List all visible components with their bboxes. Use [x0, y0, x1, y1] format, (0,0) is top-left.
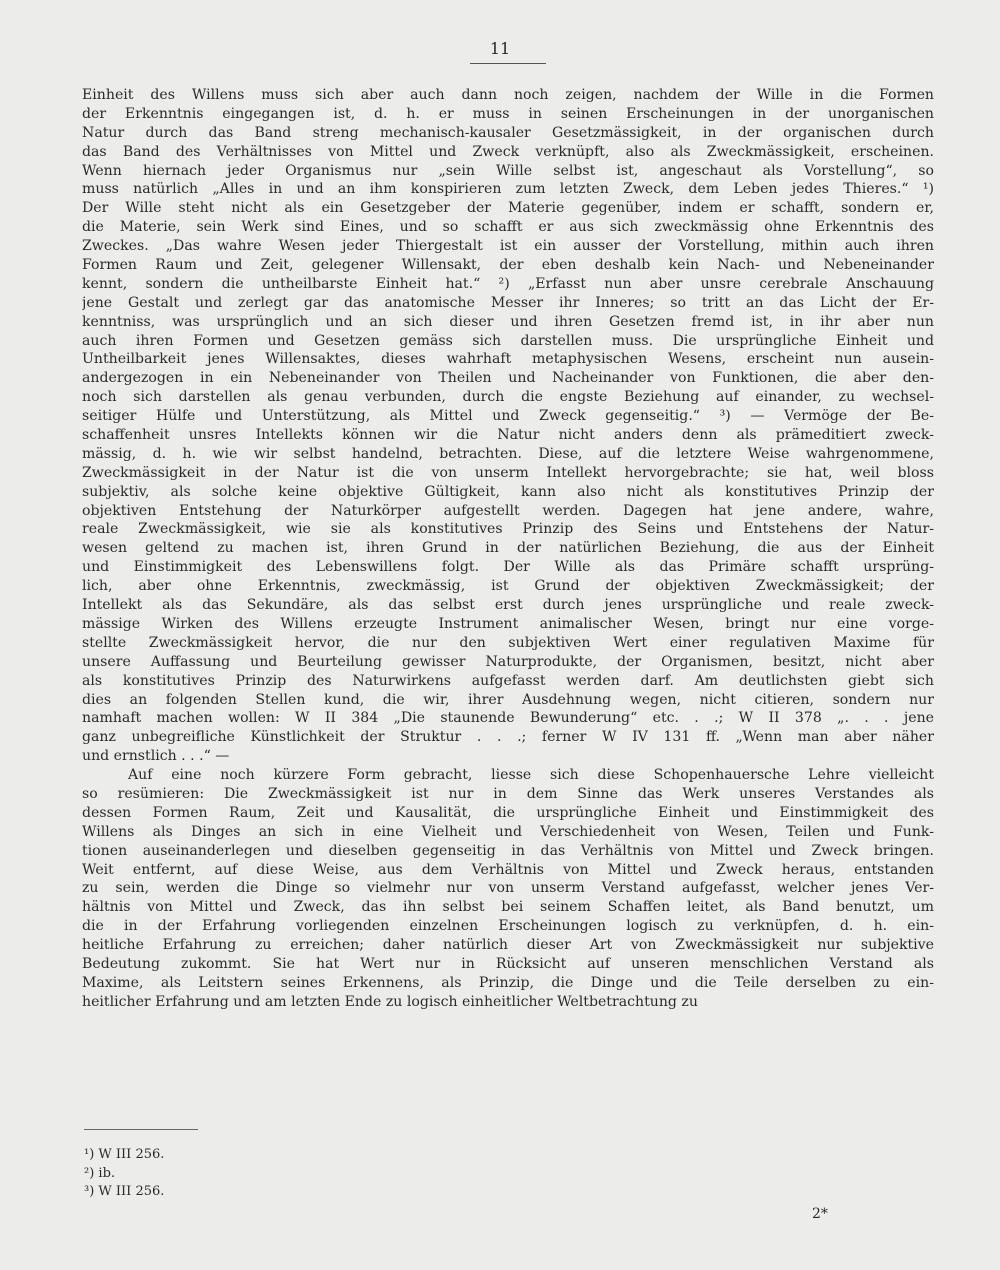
text-line: Maxime, als Leitstern seines Erkennens, als Prinzip, die Dinge und die Teile derselben zu ein-	[82, 974, 934, 991]
text-line: als konstitutives Prinzip des Naturwirkens aufgefasst werden darf. Am deutlichsten giebt sich	[82, 672, 934, 689]
text-line: namhaft machen wollen: W II 384 „Die staunende Bewunderung“ etc. . .; W II 378 „. . . jene	[82, 710, 934, 727]
text-line: das Band des Verhältnisses von Mittel und Zweck verknüpft, also als Zweckmässigkeit, erscheinen.	[82, 143, 934, 160]
text-line: Bedeutung zukommt. Sie hat Wert nur in Rücksicht auf unseren menschlichen Verstand als	[82, 955, 934, 972]
text-line: tionen auseinanderlegen und dieselben gegenseitig in das Verhältnis von Mittel und Zweck bringen.	[82, 842, 934, 859]
text-line: heitliche Erfahrung zu erreichen; daher natürlich dieser Art von Zweckmässigkeit nur subjektive	[82, 937, 934, 954]
text-line: subjektiv, als solche keine objektive Gültigkeit, kann also nicht als konstitutives Prinzip der	[82, 483, 934, 500]
text-line: Formen Raum und Zeit, gelegener Willensakt, der eben deshalb kein Nach- und Nebeneinander	[82, 257, 934, 274]
text-line: dies an folgenden Stellen kund, die wir, ihrer Ausdehnung wegen, nicht citieren, sondern nur	[82, 691, 934, 708]
text-line: hältnis von Mittel und Zweck, das ihn selbst bei seinem Schaffen leitet, als Band benutzt, um	[82, 899, 934, 916]
text-line: mässige Wirken des Willens erzeugte Instrument animalischer Wesen, bringt nur eine vorge-	[82, 615, 934, 632]
text-line: stellte Zweckmässigkeit hervor, die nur den subjektiven Wert einer regulativen Maxime für	[82, 634, 934, 651]
text-line: dessen Formen Raum, Zeit und Kausalität, die ursprüngliche Einheit und Einstimmigkeit des	[82, 804, 934, 821]
text-line: reale Zweckmässigkeit, wie sie als konstitutives Prinzip des Seins und Entstehens der Natur-	[82, 521, 934, 538]
text-line: kenntniss, was ursprünglich und an sich dieser und ihren Gesetzen fremd ist, in ihr aber nun	[82, 313, 934, 330]
text-line: Einheit des Willens muss sich aber auch dann noch zeigen, nachdem der Wille in die Formen	[82, 87, 934, 103]
header-rule	[470, 63, 546, 64]
text-line: Untheilbarkeit jenes Willensaktes, dieses wahrhaft metaphysischen Wesens, erscheint nun ausein-	[82, 351, 934, 368]
text-line: Auf eine noch kürzere Form gebracht, liesse sich diese Schopenhauersche Lehre vielleicht	[128, 767, 934, 784]
text-line: muss natürlich „Alles in und an ihm konspirieren zum letzten Zweck, dem Leben jedes Thieres.“ ¹)	[82, 181, 934, 198]
text-line: wesen geltend zu machen ist, ihren Grund in der natürlichen Beziehung, die aus der Einheit	[82, 540, 934, 557]
text-line: heitlicher Erfahrung und am letzten Ende zu logisch einheitlicher Weltbetrachtung zu	[82, 993, 698, 1010]
text-line: Wenn hiernach jeder Organismus nur „sein Wille selbst ist, angeschaut als Vorstellung“, so	[82, 162, 934, 179]
text-line: die Materie, sein Werk sind Eines, und so schafft er aus sich zweckmässig ohne Erkenntnis des	[82, 219, 934, 236]
text-line: Willens als Dinges an sich in eine Vielheit und Verschiedenheit von Wesen, Teilen und Funk-	[82, 823, 934, 840]
text-line: noch sich darstellen als genau verbunden, durch die engste Beziehung auf einander, zu wechsel-	[82, 389, 934, 406]
text-line: die in der Erfahrung vorliegenden einzelnen Erscheinungen logisch zu verknüpfen, d. h. ein-	[82, 918, 934, 935]
text-line: und Einstimmigkeit des Lebenswillens folgt. Der Wille als das Primäre schafft ursprüng-	[82, 559, 934, 576]
text-line: Zweckmässigkeit in der Natur ist die von unserm Intellekt hervorgebrachte; sie hat, weil bloss	[82, 464, 934, 481]
text-line: unsere Auffassung und Beurteilung gewisser Naturprodukte, der Organismen, besitzt, nicht aber	[82, 653, 934, 670]
text-line: der Erkenntnis eingegangen ist, d. h. er muss in seinen Erscheinungen in der unorganischen	[82, 105, 934, 122]
text-line: objektiven Entstehung der Naturkörper aufgestellt werden. Dagegen hat jene andere, wahre,	[82, 502, 934, 519]
text-line: mässig, d. h. wie wir selbst handelnd, betrachten. Diese, auf die letztere Weise wahrgenommene,	[82, 445, 934, 462]
footnotes	[84, 1146, 164, 1202]
signature-mark: 2*	[812, 1206, 828, 1222]
footnote: ³) W III 256.	[84, 1184, 165, 1199]
text-line: auch ihren Formen und Gesetzen gemäss sich darstellen muss. Die ursprüngliche Einheit und	[82, 332, 934, 349]
text-line: lich, aber ohne Erkenntnis, zweckmässig, ist Grund der objektiven Zweckmässigkeit; der	[82, 578, 934, 595]
page-number: 11	[489, 39, 511, 58]
text-line: Intellekt als das Sekundäre, als das selbst erst durch jenes ursprüngliche und reale zweck-	[82, 597, 934, 614]
text-line: schaffenheit unsres Intellekts können wir die Natur nicht anders denn als prämeditiert zweck-	[82, 427, 934, 444]
body-text	[82, 86, 934, 1012]
footnote: ²) ib.	[84, 1165, 116, 1181]
text-line: Weit entfernt, auf diese Weise, aus dem Verhältnis von Mittel und Zweck heraus, entstanden	[82, 861, 934, 878]
text-line: Der Wille steht nicht als ein Gesetzgeber der Materie gegenüber, indem er schafft, sondern er,	[82, 200, 934, 217]
text-line: und ernstlich . . .“ —	[82, 748, 230, 765]
footnote: ¹) W III 256.	[84, 1147, 165, 1162]
text-line: seitiger Hülfe und Unterstützung, als Mittel und Zweck gegenseitig.“ ³) — Vermöge der Be-	[82, 408, 934, 425]
text-line: ganz unbegreifliche Künstlichkeit der Struktur . . .; ferner W IV 131 ff. „Wenn man aber näher	[82, 729, 934, 746]
text-line: jene Gestalt und zerlegt gar das anatomische Messer ihr Inneres; so tritt an das Licht der Er-	[82, 294, 934, 311]
text-line: andergezogen in ein Nebeneinander von Theilen und Nacheinander von Funktionen, die aber den-	[82, 370, 934, 387]
footnote-rule	[84, 1129, 198, 1130]
text-line: so resümieren: Die Zweckmässigkeit ist nur in dem Sinne das Werk unseres Verstandes als	[82, 785, 934, 802]
text-line: Zweckes. „Das wahre Wesen jeder Thiergestalt ist ein ausser der Vorstellung, mithin auch ihren	[82, 238, 934, 255]
text-line: kennt, sondern die untheilbarste Einheit hat.“ ²) „Erfasst nun aber unsre cerebrale Anschauung	[82, 275, 934, 292]
text-line: Natur durch das Band streng mechanisch-kausaler Gesetzmässigkeit, in der organischen durch	[82, 124, 934, 141]
text-line: zu sein, werden die Dinge so vielmehr nur von unserm Verstand aufgefasst, welcher jenes Ver-	[82, 880, 934, 897]
